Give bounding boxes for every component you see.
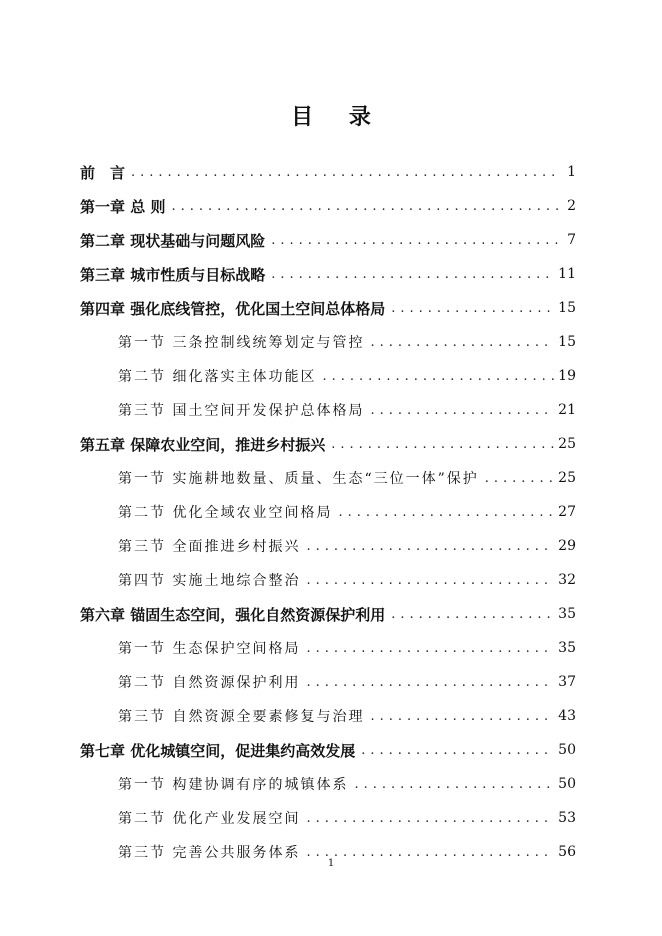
toc-entry-label: 第一节 生态保护空间格局 <box>118 641 301 657</box>
toc-leader-dots <box>271 267 554 282</box>
toc-leader-dots <box>354 777 554 792</box>
toc-entry-label: 第一章 总 则 <box>80 197 166 216</box>
toc-entry-label: 第六章 锚固生态空间，强化自然资源保护利用 <box>80 605 386 624</box>
toc-section-entry <box>80 529 576 563</box>
toc-entry-label: 第七章 优化城镇空间，促进集约高效发展 <box>80 741 356 760</box>
toc-leader-dots <box>306 811 554 826</box>
toc-entry-page-number: 35 <box>558 640 576 656</box>
toc-leader-dots <box>370 403 554 418</box>
toc-entry-label: 第三章 城市性质与目标战略 <box>80 265 266 284</box>
toc-entry-label: 第三节 完善公共服务体系 <box>118 845 301 861</box>
toc-chapter-entry <box>80 291 576 325</box>
toc-leader-dots <box>370 709 554 724</box>
toc-chapter-entry <box>80 257 576 291</box>
toc-entry-label: 第二节 自然资源保护利用 <box>118 675 301 691</box>
toc-entry-label: 第一节 构建协调有序的城镇体系 <box>118 777 349 793</box>
page-title: 目 录 <box>291 104 385 130</box>
toc-entry-page-number: 11 <box>558 266 576 282</box>
toc-entry-label: 第二节 优化产业发展空间 <box>118 811 301 827</box>
toc-leader-dots <box>271 233 558 248</box>
toc-entry-page-number: 56 <box>558 844 576 860</box>
toc-chapter-entry <box>80 733 576 767</box>
toc-section-entry <box>80 359 576 393</box>
toc-leader-dots <box>131 165 558 180</box>
toc-section-entry <box>80 699 576 733</box>
table-of-contents <box>80 155 576 869</box>
toc-leader-dots <box>171 199 558 214</box>
toc-entry-label: 第一节 三条控制线统筹划定与管控 <box>118 335 365 351</box>
toc-leader-dots <box>306 675 554 690</box>
toc-entry-page-number: 32 <box>558 572 576 588</box>
toc-entry-label: 第三节 自然资源全要素修复与治理 <box>118 709 365 725</box>
toc-entry-label: 第二节 细化落实主体功能区 <box>118 369 317 385</box>
toc-entry-label: 第五章 保障农业空间，推进乡村振兴 <box>80 435 326 454</box>
toc-entry-page-number: 2 <box>567 198 576 214</box>
toc-entry-page-number: 25 <box>558 470 576 486</box>
toc-entry-page-number: 25 <box>558 436 576 452</box>
toc-section-entry <box>80 563 576 597</box>
toc-leader-dots <box>322 369 554 384</box>
toc-entry-page-number: 50 <box>558 776 576 792</box>
toc-entry-page-number: 15 <box>558 334 576 350</box>
toc-section-entry <box>80 631 576 665</box>
toc-leader-dots <box>338 505 554 520</box>
toc-entry-page-number: 15 <box>558 300 576 316</box>
toc-entry-label: 第四章 强化底线管控，优化国土空间总体格局 <box>80 299 386 318</box>
toc-chapter-entry <box>80 597 576 631</box>
toc-entry-page-number: 53 <box>558 810 576 826</box>
toc-entry-page-number: 50 <box>558 742 576 758</box>
toc-leader-dots <box>361 743 554 758</box>
toc-chapter-entry <box>80 427 576 461</box>
toc-leader-dots <box>391 301 554 316</box>
toc-entry-page-number: 27 <box>558 504 576 520</box>
toc-entry-page-number: 29 <box>558 538 576 554</box>
toc-entry-page-number: 35 <box>558 606 576 622</box>
toc-entry-page-number: 19 <box>558 368 576 384</box>
toc-entry-label: 第一节 实施耕地数量、质量、生态“三位一体”保护 <box>118 471 479 487</box>
toc-section-entry <box>80 393 576 427</box>
toc-entry-label: 第四节 实施土地综合整治 <box>118 573 301 589</box>
toc-entry-label: 第二节 优化全域农业空间格局 <box>118 505 333 521</box>
toc-leader-dots <box>306 539 554 554</box>
toc-leader-dots <box>306 573 554 588</box>
toc-entry-page-number: 21 <box>558 402 576 418</box>
toc-entry-page-number: 7 <box>567 232 576 248</box>
toc-section-entry <box>80 801 576 835</box>
toc-chapter-entry <box>80 155 576 189</box>
toc-leader-dots <box>306 641 554 656</box>
toc-section-entry <box>80 665 576 699</box>
toc-leader-dots <box>391 607 554 622</box>
toc-leader-dots <box>370 335 554 350</box>
toc-section-entry <box>80 325 576 359</box>
toc-section-entry <box>80 495 576 529</box>
toc-entry-label: 第二章 现状基础与问题风险 <box>80 231 266 250</box>
toc-leader-dots <box>485 471 554 486</box>
toc-entry-page-number: 43 <box>558 708 576 724</box>
toc-leader-dots <box>331 437 554 452</box>
toc-chapter-entry <box>80 223 576 257</box>
toc-section-entry <box>80 767 576 801</box>
toc-entry-label: 第三节 国土空间开发保护总体格局 <box>118 403 365 419</box>
footer-page-number: 1 <box>327 858 335 869</box>
toc-chapter-entry <box>80 189 576 223</box>
toc-entry-label: 第三节 全面推进乡村振兴 <box>118 539 301 555</box>
toc-entry-label: 前 言 <box>80 163 126 182</box>
toc-section-entry <box>80 461 576 495</box>
toc-entry-page-number: 37 <box>558 674 576 690</box>
toc-entry-page-number: 1 <box>567 164 576 180</box>
